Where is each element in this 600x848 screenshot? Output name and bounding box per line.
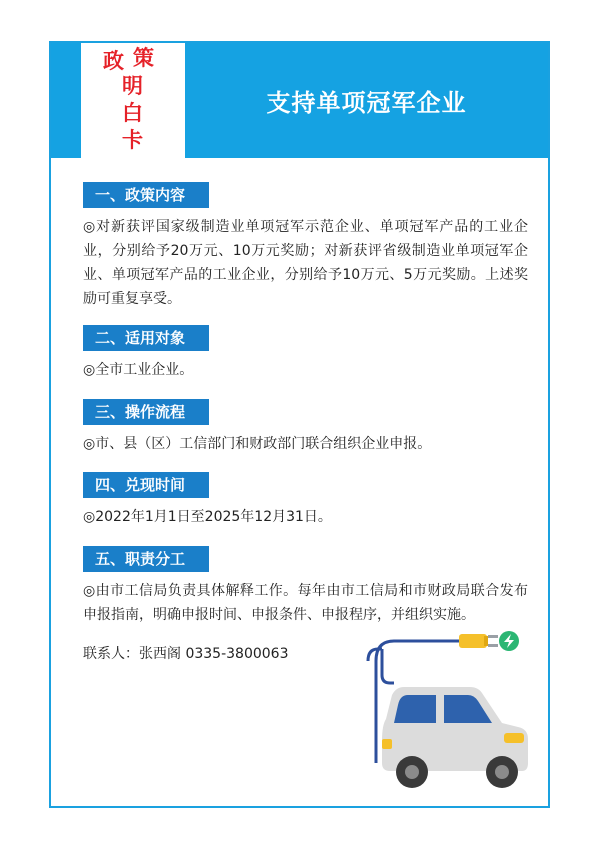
section-text-time: ◎2022年1月1日至2025年12月31日。 (83, 509, 332, 525)
policy-tag (81, 43, 185, 158)
section-label-duty: 五、职责分工 (83, 546, 209, 572)
page-title: 支持单项冠军企业 (266, 89, 467, 117)
tag-char: 卡 (122, 128, 143, 152)
section-label-process: 三、操作流程 (83, 399, 209, 425)
contact-info: 联系人：张西阁 0335-3800063 (83, 646, 289, 662)
tag-char: 策 (133, 46, 154, 70)
section-text-policy: ◎对新获评国家级制造业单项冠军示范企业、单项冠军产品的工业企业，分别给予20万元、10万元奖励；对新获评省级制造业单项冠军企业、单项冠军产品的工业企业，分别给予10万元、5万元奖励。上述奖励可重复享受。 (83, 219, 528, 307)
section-text-process: ◎市、县（区）工信部门和财政部门联合组织企业申报。 (83, 436, 432, 452)
tag-char: 政 (103, 49, 124, 73)
section-text-duty: ◎由市工信局负责具体解释工作。每年由市工信局和市财政局联合发布申报指南，明确申报时间、申报条件、申报程序，并组织实施。 (83, 583, 528, 623)
section-label-time: 四、兑现时间 (83, 472, 209, 498)
tag-char: 白 (122, 101, 143, 125)
section-text-target: ◎全市工业企业。 (83, 362, 194, 378)
section-label-policy: 一、政策内容 (83, 182, 209, 208)
electric-car-icon (364, 631, 534, 801)
section-label-target: 二、适用对象 (83, 325, 209, 351)
policy-card (49, 41, 550, 808)
tag-char: 明 (122, 74, 143, 98)
header-banner (51, 43, 548, 158)
